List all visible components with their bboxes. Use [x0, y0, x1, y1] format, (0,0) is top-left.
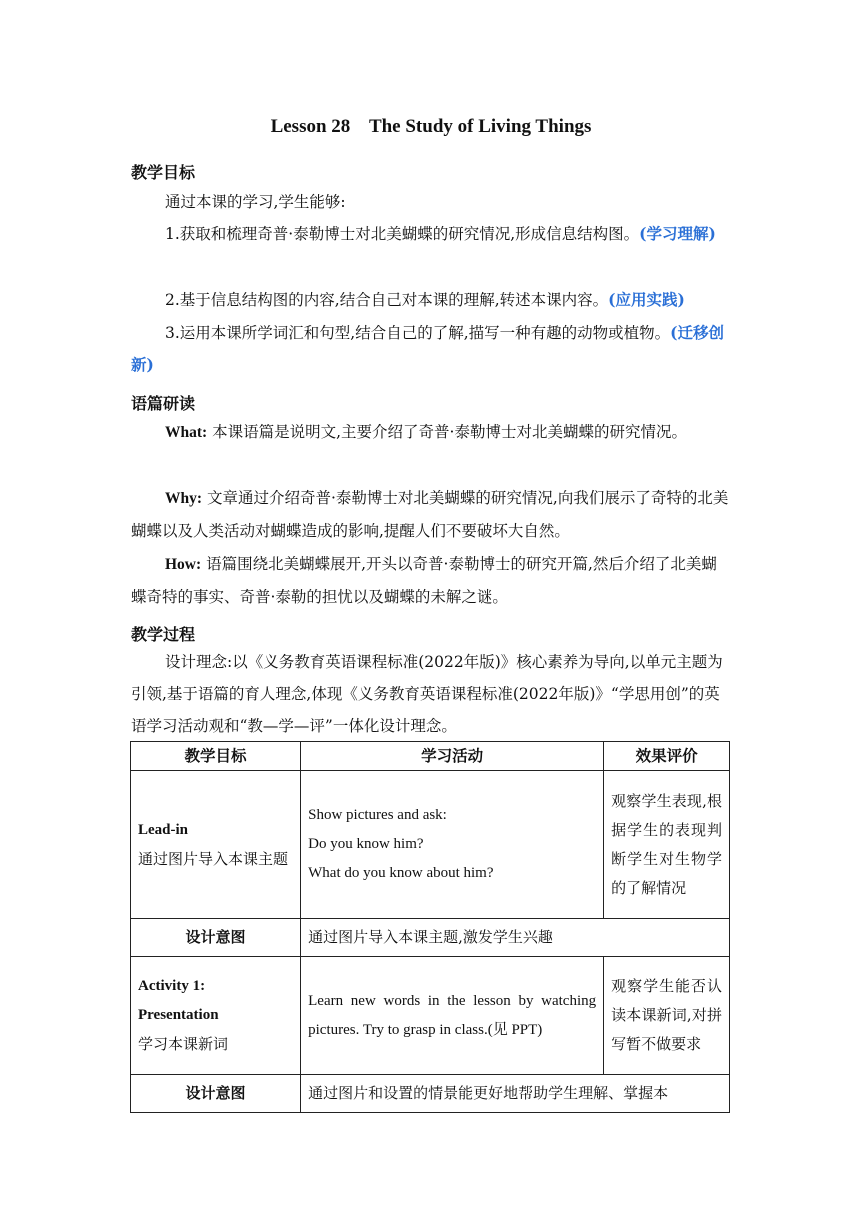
objectives-heading: 教学目标: [131, 163, 196, 182]
goal-title: Activity 1:: [138, 978, 206, 994]
design-intent-row: [131, 919, 730, 957]
evaluation-cell: 观察学生表现,根据学生的表现判断学生对生物学的了解情况: [604, 771, 730, 919]
reading-how: [131, 548, 731, 613]
lesson-plan-table: [130, 741, 730, 1113]
header-activity: 学习活动: [301, 742, 604, 771]
reading-heading: 语篇研读: [131, 394, 196, 413]
activity-line: What do you know about him?: [308, 865, 494, 881]
objective-tag: (学习理解): [639, 224, 716, 243]
reading-what: [131, 416, 731, 449]
table-header-row: [131, 742, 730, 771]
header-evaluation: 效果评价: [604, 742, 730, 771]
how-text: 语篇围绕北美蝴蝶展开,开头以奇普·泰勒博士的研究开篇,然后介绍了北美蝴蝶奇特的事实、奇普·泰勒的担忧以及蝴蝶的未解之谜。: [131, 555, 717, 606]
goal-title-2: Presentation: [138, 1007, 219, 1023]
objective-text: 1.获取和梳理奇普·泰勒博士对北美蝴蝶的研究情况,形成信息结构图。: [165, 225, 640, 243]
activity-line: Do you know him?: [308, 836, 424, 852]
what-text: 本课语篇是说明文,主要介绍了奇普·泰勒博士对北美蝴蝶的研究情况。: [207, 423, 687, 441]
activity-line: Show pictures and ask:: [308, 807, 447, 823]
goal-title: Lead-in: [138, 821, 189, 838]
goal-desc: 通过图片导入本课主题: [138, 849, 289, 868]
reading-why: [131, 482, 731, 547]
evaluation-cell: 观察学生能否认读本课新词,对拼写暂不做要求: [604, 957, 730, 1075]
process-heading: 教学过程: [131, 625, 196, 644]
design-intent-text: 通过图片导入本课主题,激发学生兴趣: [301, 919, 730, 957]
goal-desc: 学习本课新词: [138, 1035, 229, 1053]
design-intent-row: [131, 1075, 730, 1113]
objective-item-1: [131, 218, 731, 250]
why-text: 文章通过介绍奇普·泰勒博士对北美蝴蝶的研究情况,向我们展示了奇特的北美蝴蝶以及人类活动对蝴蝶造成的影响,提醒人们不要破坏大自然。: [131, 489, 729, 540]
goal-cell: [131, 957, 301, 1075]
header-goal: 教学目标: [131, 742, 301, 771]
activity-cell: [301, 771, 604, 919]
why-label: Why:: [165, 490, 203, 507]
design-intent-label: 设计意图: [131, 919, 301, 957]
design-intent-label: 设计意图: [131, 1075, 301, 1113]
objective-tag: (迁移创新): [131, 323, 724, 374]
objective-tag: (应用实践): [608, 290, 685, 309]
how-label: How:: [165, 556, 202, 573]
objective-text: 2.基于信息结构图的内容,结合自己对本课的理解,转述本课内容。: [165, 291, 609, 309]
table-row: [131, 957, 730, 1075]
objective-item-3: [131, 317, 731, 381]
objective-item-2: [131, 284, 731, 316]
activity-cell: Learn new words in the lesson by watching pictures. Try to grasp in class.(见 PPT): [301, 957, 604, 1075]
what-label: What:: [165, 424, 208, 441]
objective-text: 3.运用本课所学词汇和句型,结合自己的了解,描写一种有趣的动物或植物。: [165, 324, 671, 342]
design-intent-text: 通过图片和设置的情景能更好地帮助学生理解、掌握本: [301, 1075, 730, 1113]
objectives-intro: 通过本课的学习,学生能够:: [165, 193, 346, 211]
lesson-title: Lesson 28 The Study of Living Things: [270, 116, 592, 137]
process-concept: 设计理念:以《义务教育英语课程标准(2022年版)》核心素养为导向,以单元主题为引领,基于语篇的育人理念,体现《义务教育英语课程标准(2022年版)》“学思用创”的英语学习活动观和“教—学—评”一体化设计理念。: [131, 653, 723, 735]
table-row: [131, 771, 730, 919]
goal-cell: [131, 771, 301, 919]
